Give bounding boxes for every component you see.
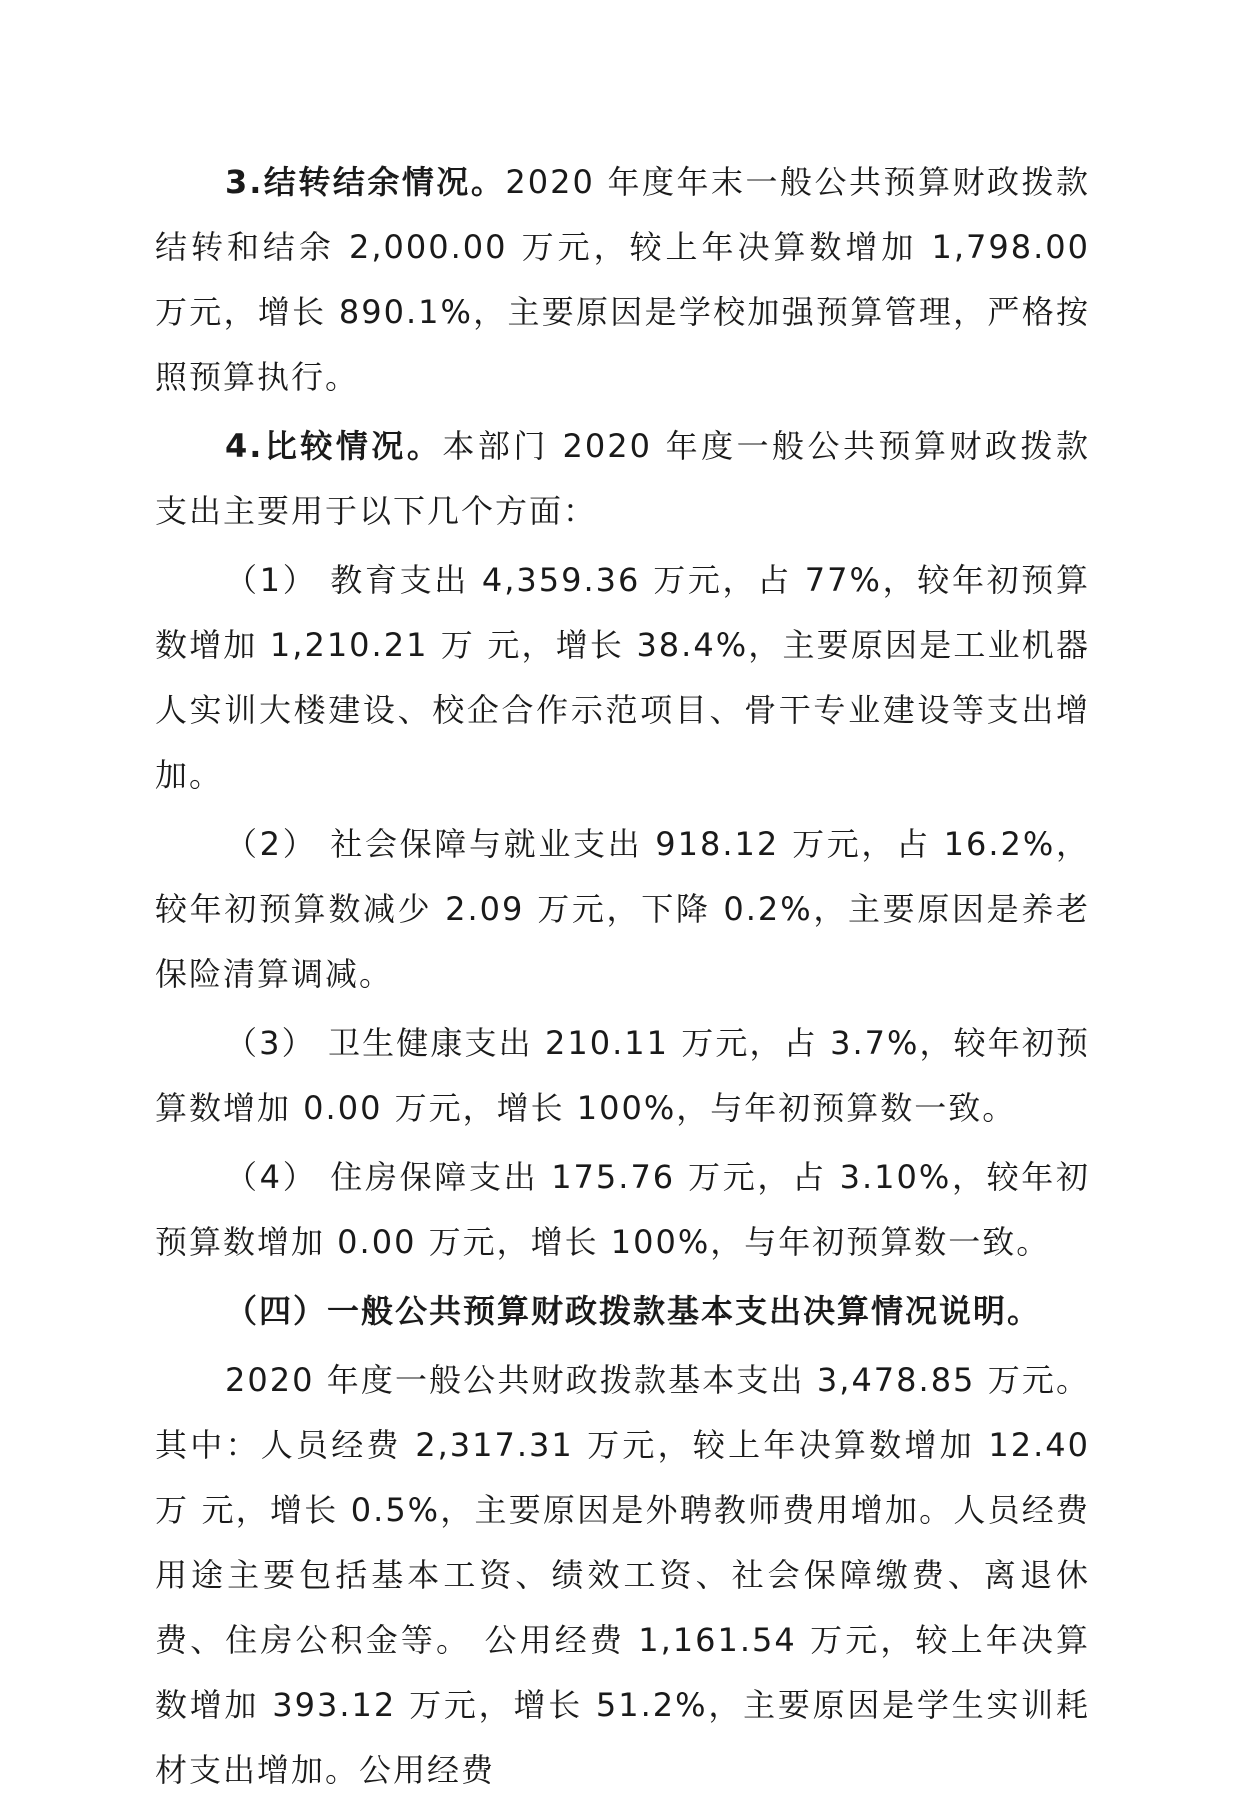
paragraph-body: 2020 年度年末一般公共预算财政拨款结转和结余 2,000.00 万元，较上年决算数增加 1,798.00 万元，增长 890.1%，主要原因是学校加强预算管理，严格按照预算执行。 bbox=[155, 163, 1090, 396]
paragraph-lead: 4.比较情况。 bbox=[225, 427, 443, 465]
paragraph-carryover-balance bbox=[155, 150, 1090, 410]
list-item-education: （1） 教育支出 4,359.36 万元，占 77%，较年初预算数增加 1,210.21 万 元，增长 38.4%，主要原因是工业机器人实训大楼建设、校企合作示范项目、骨干专业建设等支出增加。 bbox=[155, 561, 1090, 794]
paragraph-body: 本部门 2020 年度一般公共预算财政拨款支出主要用于以下几个方面： bbox=[155, 427, 1090, 530]
list-item-housing: （4） 住房保障支出 175.76 万元，占 3.10%，较年初预算数增加 0.00 万元，增长 100%，与年初预算数一致。 bbox=[155, 1158, 1090, 1261]
document-page bbox=[155, 150, 1090, 1807]
section-heading: （四）一般公共预算财政拨款基本支出决算情况说明。 bbox=[225, 1292, 1042, 1330]
paragraph-basic-expenditure: 2020 年度一般公共财政拨款基本支出 3,478.85 万元。其中：人员经费 2,317.31 万元，较上年决算数增加 12.40 万 元，增长 0.5%，主要原因是外聘教师费用增加。人员经费用途主要包括基本工资、绩效工资、社会保障缴费、离退休费、住房公积金等。 公用经费 1,161.54 万元，较上年决算数增加 393.12 万元，增长 51.2%，主要原因是学生实训耗材支出增加。公用经费 bbox=[155, 1361, 1090, 1789]
list-item-health: （3） 卫生健康支出 210.11 万元，占 3.7%，较年初预算数增加 0.00 万元，增长 100%，与年初预算数一致。 bbox=[155, 1024, 1090, 1127]
paragraph-lead: 3.结转结余情况。 bbox=[225, 163, 506, 201]
paragraph-comparison bbox=[155, 414, 1090, 544]
list-item-social-security: （2） 社会保障与就业支出 918.12 万元，占 16.2%，较年初预算数减少 2.09 万元，下降 0.2%，主要原因是养老保险清算调减。 bbox=[155, 825, 1090, 993]
